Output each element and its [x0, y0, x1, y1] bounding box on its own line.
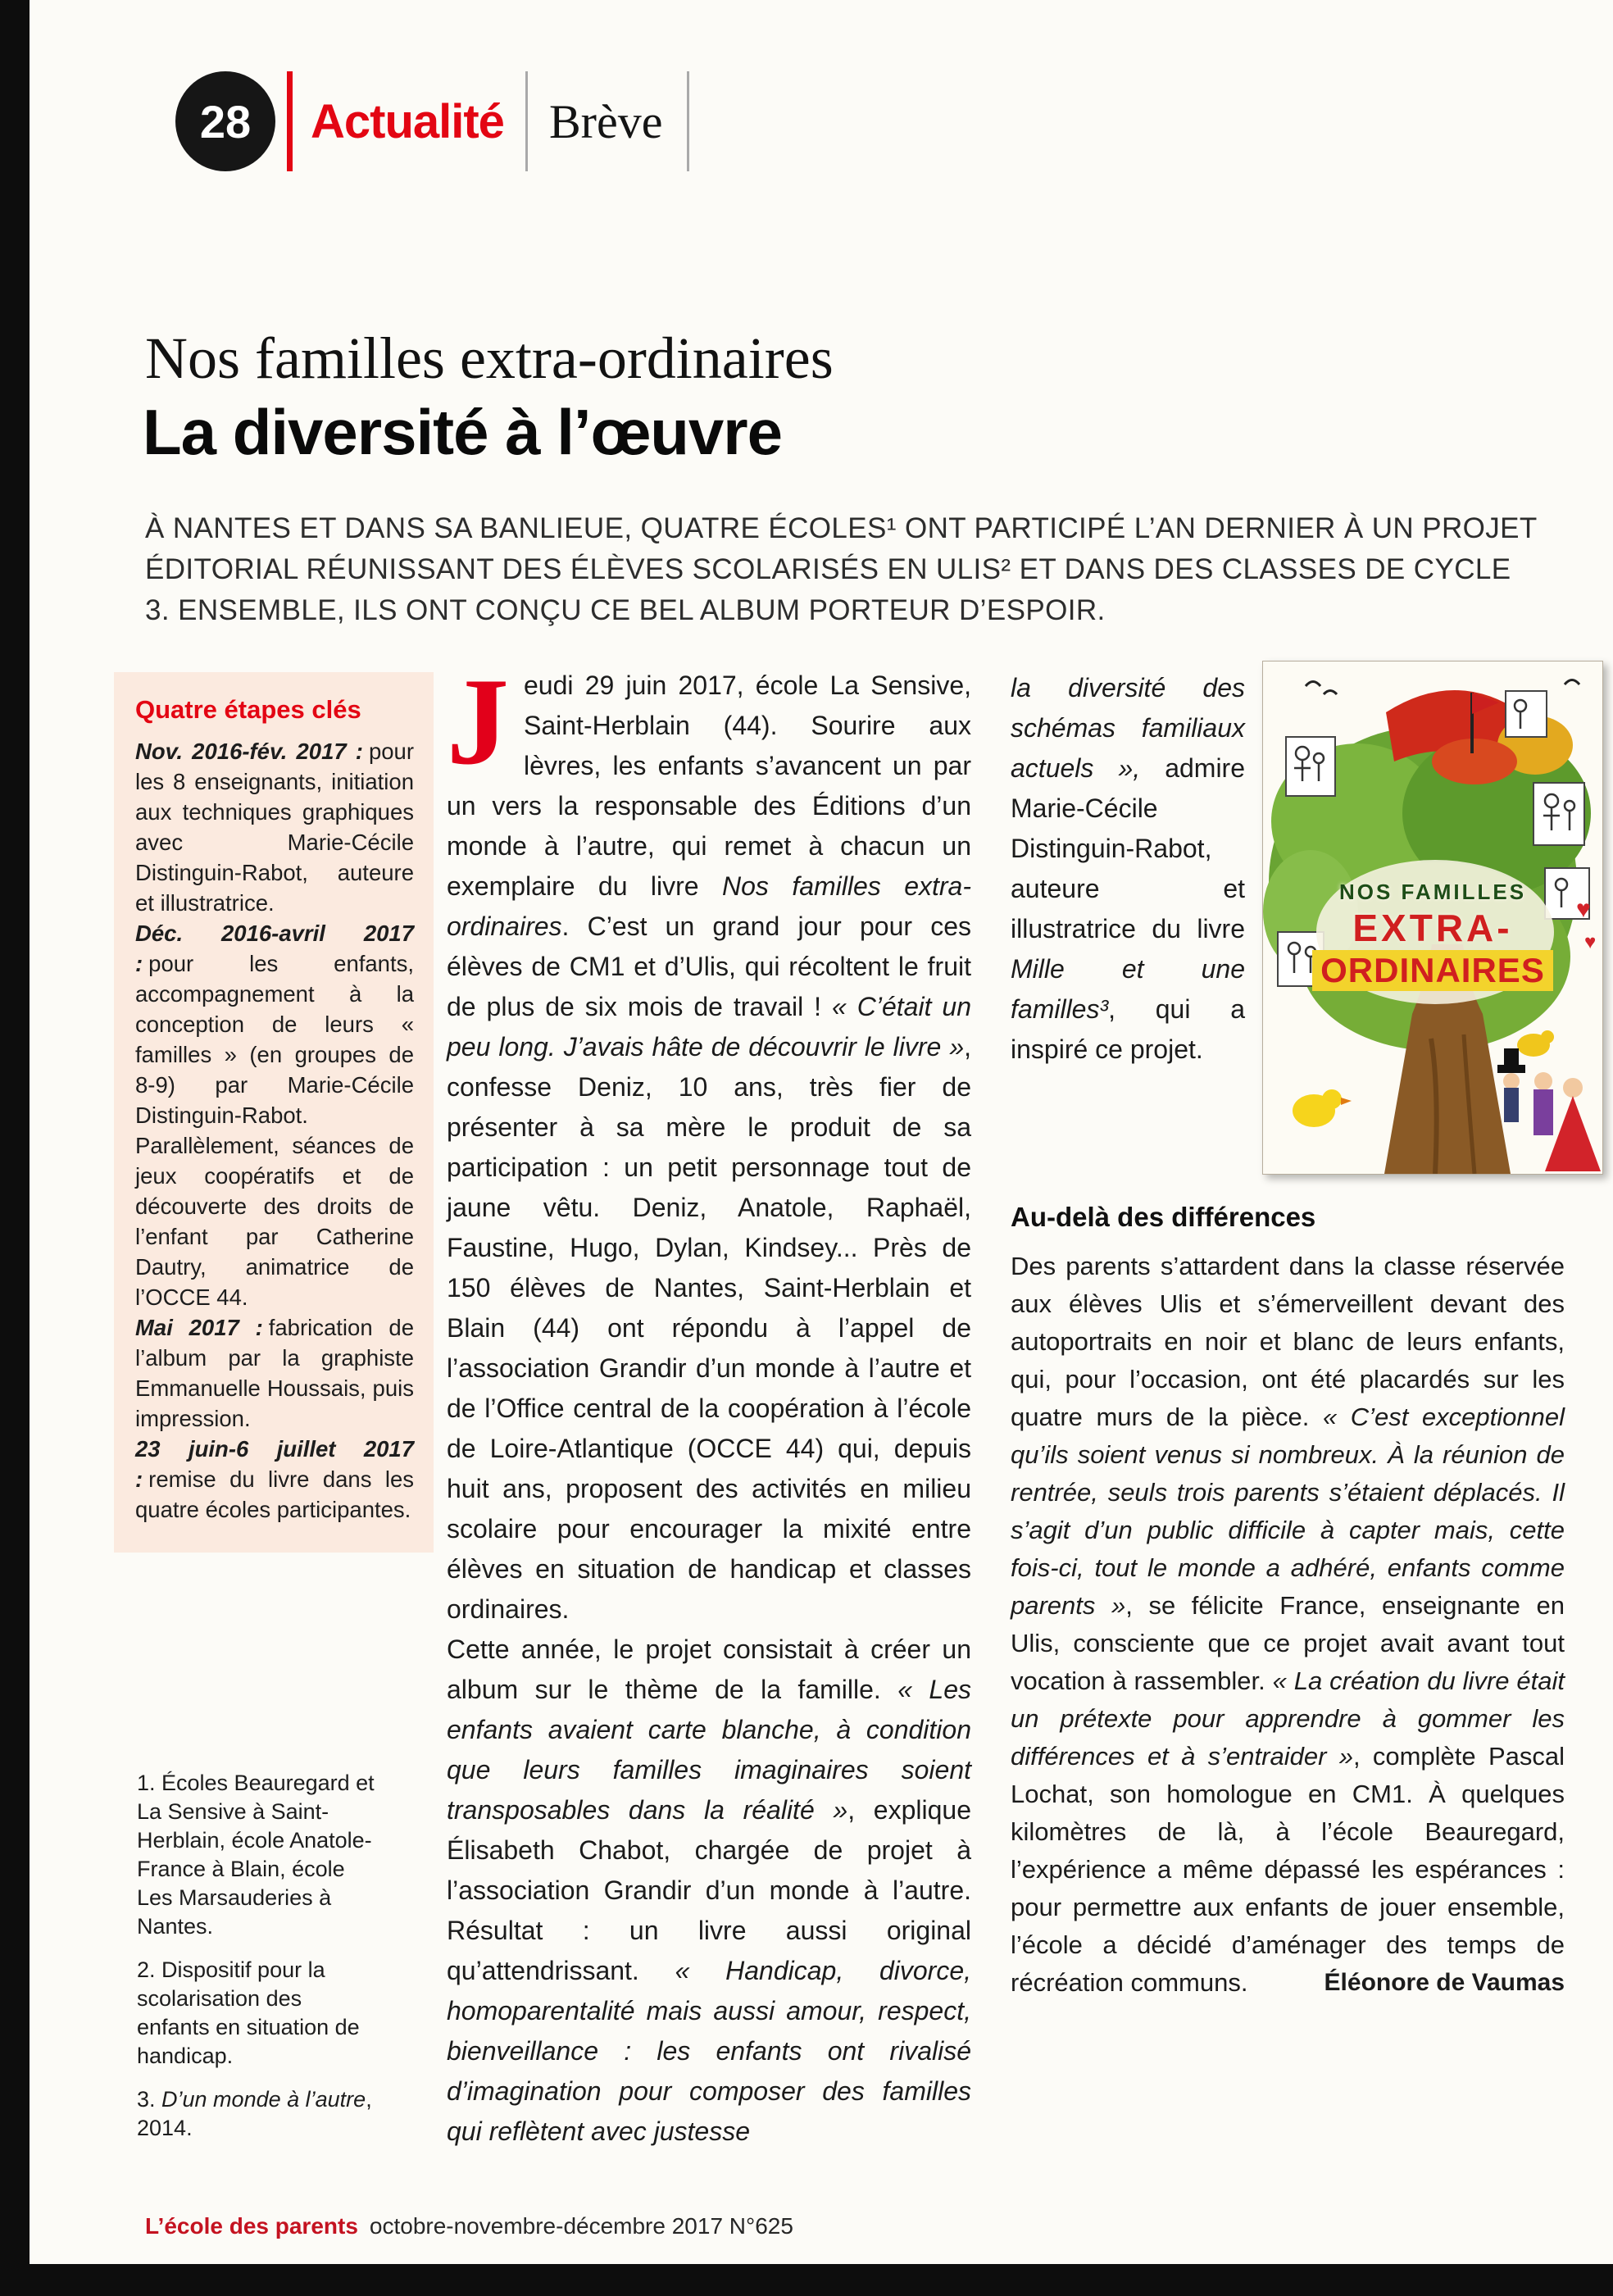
article-paragraph-3	[1011, 1248, 1565, 2002]
byline: Éléonore de Vaumas	[1324, 1969, 1565, 1996]
paragraph-text: eudi 29 juin 2017, école La Sensive, Saint-Herblain (44). Sourire aux lèvres, les enfants s’avancent un par un vers la responsable des Éditions d’un monde à l’autre, qui remet à chacun un exemplaire du livre Nos familles extra-ordinaires. C’est un grand jour pour ces élèves de CM1 et d’Ulis, qui récoltent le fruit de plus de six mois de travail ! « C’était un peu long. J’avais hâte de découvrir le livre », confesse Deniz, 10 ans, très fier de présenter à sa mère le produit de sa participation : un petit personnage tout de jaune vêtu. Deniz, Anatole, Raphaël, Faustine, Hugo, Dylan, Kindsey... Près de 150 élèves de Nantes, Saint-Herblain et Blain (44) ont répondu à l’appel de l’association Grandir d’un monde à l’autre et de l’Office central de la coopération à l’école de Loire-Atlantique (OCCE 44) qui, depuis huit ans, proposent des activités en milieu scolaire pour encourager la mixité entre élèves en situation de handicap et classes ordinaires.	[447, 671, 972, 1624]
page-number-badge: 28	[175, 71, 275, 171]
scan-edge-left	[0, 0, 30, 2296]
step-text: pour les enfants, accompagnement à la conception de leurs « familles » (en groupes de 8-9) par Marie-Cécile Distinguin-Rabot. Parallèlement, séances de jeux coopératifs et de découverte des droits de l’enfant par Catherine Dautry, animatrice de l’OCCE 44.	[135, 951, 414, 1310]
cover-title-line3	[1263, 950, 1602, 991]
page-header	[175, 70, 689, 172]
magazine-brand: L’école des parents	[145, 2213, 358, 2239]
step-text: fabrication de l’album par la graphiste Emmanuelle Houssais, puis impression.	[135, 1315, 414, 1431]
rubric-label: Brève	[548, 94, 663, 148]
article-column-middle	[447, 652, 972, 2152]
paragraph-text: la diversité des schémas familiaux actuels », admire Marie-Cécile Distinguin-Rabot, auteure et illustratrice du livre Mille et une familles³, qui a inspiré ce projet.	[1011, 673, 1246, 1064]
article-title: La diversité à l’œuvre	[143, 396, 782, 468]
article-column-right-intro	[1011, 668, 1245, 1070]
step-date: Mai 2017 :	[135, 1315, 263, 1340]
step-text: pour les 8 enseignants, initiation aux techniques graphiques avec Marie-Cécile Distinguin-Rabot, auteure et illustratrice.	[135, 739, 414, 916]
step-text: remise du livre dans les quatre écoles participantes.	[135, 1466, 414, 1522]
gray-divider	[687, 71, 689, 171]
svg-text:♥: ♥	[1584, 931, 1597, 953]
svg-text:♥: ♥	[1576, 896, 1591, 923]
sidebar-step	[135, 736, 414, 918]
key-steps-box	[114, 672, 434, 1553]
paragraph-text: Des parents s’attardent dans la classe réservée aux élèves Ulis et s’émerveillent devant des autoportraits en noir et blanc de leurs enfants, qui, pour l’occasion, ont été placardés sur les quatre murs de la pièce. « C’est exceptionnel qu’ils soient venus si nombreux. À la réunion de rentrée, seuls trois parents s’étaient déplacés. Il s’agit d’un public difficile à capter mais, cette fois-ci, tout le monde a adhéré, enfants comme parents », se félicite France, enseignante en Ulis, consciente que ce projet avait avant tout vocation à rassembler. « La création du livre était un prétexte pour apprendre à gommer les différences et à s’entraider », complète Pascal Lochat, son homologue en CM1. À quelques kilomètres de là, à l’école Beauregard, l’expérience a même dépassé les espérances : pour permettre aux enfants de jouer ensemble, l’école a décidé d’aménager des temps de récréation communs.	[1011, 1252, 1565, 1997]
section-label: Actualité	[311, 94, 504, 148]
sidebar-step	[135, 1434, 414, 1525]
sidebar-heading: Quatre étapes clés	[135, 695, 361, 724]
cover-title-line3-text: ORDINAIRES	[1312, 950, 1553, 991]
cover-title-line2: EXTRA-	[1352, 907, 1513, 949]
paragraph-text: Cette année, le projet consistait à créer un album sur le thème de la famille. « Les enfants avaient carte blanche, à condition que leurs familles imaginaires soient transposables dans la réalité », explique Élisabeth Chabot, chargée de projet à l’association Grandir d’un monde à l’autre. Résultat : un livre aussi original qu’attendrissant. « Handicap, divorce, homoparentalité mais aussi amour, respect, bienveillance : les enfants ont rivalisé d’imagination pour composer des familles qui reflètent avec justesse	[447, 1634, 972, 2146]
gray-divider	[525, 71, 528, 171]
step-date: Nov. 2016-fév. 2017 :	[135, 739, 363, 764]
step-date: Déc. 2016-avril 2017 :	[135, 921, 414, 976]
footnote-1: 1. Écoles Beauregard et La Sensive à Saint-Herblain, école Anatole-France à Blain, école Les Marsauderies à Nantes.	[137, 1771, 375, 1939]
sidebar-step	[135, 1312, 414, 1434]
article-kicker: Nos familles extra-ordinaires	[145, 325, 834, 391]
issue-info: octobre-novembre-décembre 2017 N°625	[369, 2213, 793, 2239]
footnote-3: 3. D’un monde à l’autre, 2014.	[137, 2087, 372, 2140]
article-paragraph-1	[447, 652, 972, 1630]
cover-title-line1: NOS FAMILLES	[1338, 880, 1527, 904]
sidebar-step	[135, 918, 414, 1312]
standfirst: À NANTES ET DANS SA BANLIEUE, QUATRE ÉCOLES¹ ONT PARTICIPÉ L’AN DERNIER À UN PROJET ÉDITORIAL RÉUNISSANT DES ÉLÈVES SCOLARISÉS EN ULIS² ET DANS DES CLASSES DE CYCLE 3. ENSEMBLE, ILS ONT CONÇU CE BEL ALBUM PORTEUR D’ESPOIR.	[145, 512, 1538, 626]
article-column-right	[1011, 1202, 1565, 2002]
step-date: 23 juin-6 juillet 2017 :	[135, 1436, 414, 1492]
book-cover	[1262, 661, 1603, 1175]
footnotes	[137, 1769, 376, 2157]
red-divider	[287, 71, 293, 171]
scan-edge-bottom	[0, 2264, 1613, 2296]
section-subhead: Au-delà des différences	[1011, 1202, 1316, 1232]
article-paragraph-2	[447, 1630, 971, 2152]
drop-cap: J	[447, 652, 509, 790]
footnote-2: 2. Dispositif pour la scolarisation des enfants en situation de handicap.	[137, 1957, 360, 2068]
page-footer	[145, 2213, 1563, 2239]
